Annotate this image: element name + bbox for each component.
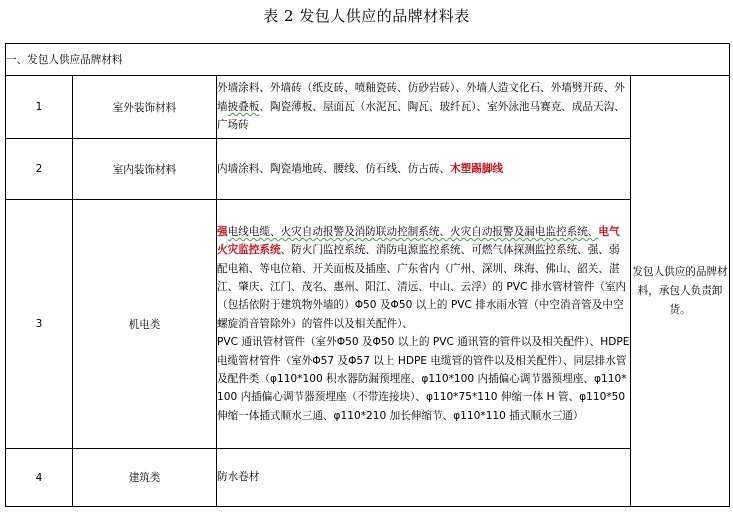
items-text: 防水卷材: [217, 471, 260, 484]
items-text-highlight: 木塑踢脚线: [450, 162, 504, 175]
items-cell: [217, 449, 631, 507]
table-row: [6, 449, 730, 507]
items-cell: [217, 200, 631, 449]
category-cell: 机电类: [73, 200, 217, 449]
row-number: 4: [6, 449, 73, 507]
items-cell: [217, 76, 631, 139]
items-text: 、陶瓷薄板、屋面瓦（水泥瓦、陶瓦、玻纤瓦）、室外泳池马赛克、成品天沟、广场砖: [217, 100, 625, 132]
items-text: PVC 通讯管材管件（室外Φ50 及Φ50 以上的 PVC 通讯管的管件以及相关配件）、HDPE 电缆管材管件（室外Φ57 及Φ57 以上 HDPE 电缆管的管件以及相关配件）、同层排水管及配件类（φ110*100 积水器防漏预埋座、φ110*100 内插偏心调节器预埋座、φ110*100 内插偏心调节器预埋座（不带连接块）、φ110*75*110 伸缩一体 H 管、φ110*50 伸缩一体插式顺水三通、φ110*210 加长伸缩节、φ110*110 插式顺水三通）: [217, 336, 630, 422]
items-text: 电线电缆、火灾自动报警及消防联动控制系统、火灾自动报警及漏电监控系统、: [227, 225, 599, 238]
row-number: 3: [6, 200, 73, 449]
table-row: [6, 76, 730, 139]
table-row: [6, 139, 730, 200]
items-text: 内墙涂料、陶瓷墙地砖、腰线、仿石线、仿古砖、: [217, 162, 451, 175]
category-cell: 建筑类: [73, 449, 217, 507]
table-row: [6, 200, 730, 449]
items-text-flagged: 披叠板: [227, 100, 260, 113]
document-title: 表 2 发包人供应的品牌材料表: [263, 7, 470, 25]
category-cell: 室内装饰材料: [73, 139, 217, 200]
section-header-row: [6, 44, 730, 76]
section-header: 一、发包人供应品牌材料: [6, 44, 730, 76]
items-text-highlight: 强: [217, 225, 228, 238]
brand-materials-table: [5, 43, 730, 507]
items-text: 外墙涂料、外墙砖（纸皮砖、喷釉瓷砖、仿砂岩砖）、外墙人造文化石、外墙劈开砖、外墙: [217, 82, 625, 113]
note-cell: 发包人供应的品牌材料，承包人负责卸货。: [631, 76, 730, 507]
items-text-highlight: 电气火灾监控系统: [217, 225, 620, 257]
row-number: 1: [6, 76, 73, 139]
category-cell: 室外装饰材料: [73, 76, 217, 139]
row-number: 2: [6, 139, 73, 200]
items-text: 、防火门监控系统、消防电源监控系统、可燃气体探测监控系统、强、弱配电箱、等电位箱、开关面板及插座、广东省内（广州、深圳、珠海、佛山、韶关、湛江、肇庆、江门、茂名、惠州、阳江、清远、中山、云浮）的 PVC 排水管材管件（室内（包括依附于建筑物外墙的）Φ50 及Φ50 以上的 PVC 排水雨水管（中空消音管及中空螺旋消音管除外）的管件以及相关配件）、: [217, 244, 627, 330]
items-cell: [217, 139, 631, 200]
